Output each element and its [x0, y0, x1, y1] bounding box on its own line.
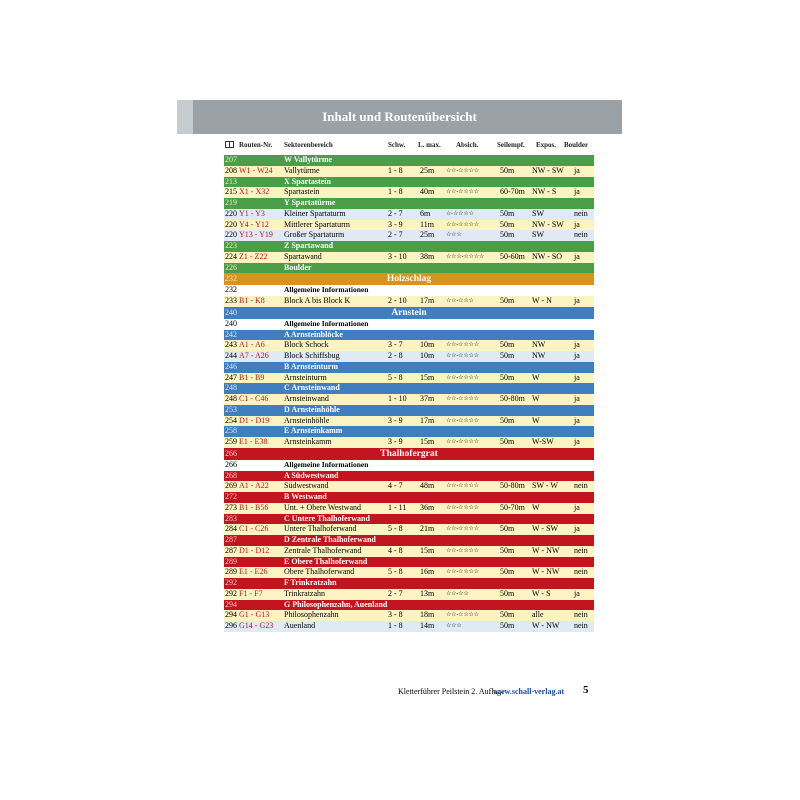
- exposure: NW - SO: [532, 251, 563, 261]
- difficulty: 2 - 7: [388, 208, 403, 218]
- sector-name: Spartawand: [284, 251, 322, 261]
- info-label: Allgemeine Informationen: [284, 459, 369, 469]
- section-row: [224, 600, 594, 611]
- page-number-cell: 294: [225, 610, 237, 620]
- protection-rating: ☆☆-☆☆☆: [446, 298, 474, 304]
- route-range: F1 - F7: [239, 588, 263, 598]
- route-row: [224, 503, 594, 514]
- route-row: [224, 373, 594, 384]
- page-number-cell: 232: [225, 274, 237, 284]
- boulder-flag: ja: [574, 187, 580, 197]
- rope-length: 50m: [500, 524, 515, 534]
- table-header: [224, 135, 594, 155]
- page-number-cell: 283: [225, 513, 237, 523]
- max-length: 15m: [420, 545, 435, 555]
- section-title: E Obere Thalhoferwand: [284, 556, 368, 566]
- route-row: [224, 220, 594, 231]
- sector-name: Trinkratzahn: [284, 588, 326, 598]
- section-title: W Vallytürme: [284, 155, 333, 164]
- max-length: 13m: [420, 588, 435, 598]
- protection-rating: ☆☆-☆☆☆☆: [446, 396, 479, 402]
- section-title: A Südwestwand: [284, 470, 339, 480]
- rope-length: 50-70m: [500, 502, 525, 512]
- area-header-row: [224, 448, 594, 460]
- page-number-cell: 240: [225, 318, 237, 328]
- section-title: D Arnsteinhöhle: [284, 404, 340, 414]
- boulder-flag: ja: [574, 588, 580, 598]
- section-title: C Untere Thalhoferwand: [284, 513, 370, 523]
- section-title: X Spartastein: [284, 176, 331, 186]
- exposure: W: [532, 394, 540, 403]
- info-label: Allgemeine Informationen: [284, 318, 369, 328]
- area-title: Holzschlag: [386, 274, 432, 285]
- route-row: [224, 546, 594, 557]
- exposure: W-SW: [532, 437, 554, 446]
- protection-rating: ☆☆-☆☆: [446, 590, 469, 597]
- page-number-cell: 258: [225, 426, 237, 436]
- section-row: [224, 330, 594, 341]
- section-row: [224, 557, 594, 568]
- difficulty: 2 - 7: [388, 230, 403, 240]
- route-range: W1 - W24: [239, 165, 273, 175]
- max-length: 14m: [420, 621, 435, 630]
- page-number-cell: 248: [225, 383, 237, 393]
- page-number-cell: 294: [225, 599, 237, 609]
- max-length: 10m: [420, 351, 435, 360]
- route-row: [224, 567, 594, 578]
- sector-name: Untere Thalhoferwand: [284, 524, 357, 534]
- page-number-cell: 224: [225, 251, 237, 261]
- section-row: [224, 198, 594, 209]
- footer-text: Kletterführer Peilstein 2. Auflage: [398, 687, 505, 696]
- route-range: G1 - G13: [239, 610, 270, 620]
- boulder-flag: ja: [574, 394, 580, 403]
- sector-name: Vallytürme: [284, 165, 320, 175]
- max-length: 37m: [420, 394, 435, 403]
- route-row: [224, 296, 594, 307]
- section-row: [224, 578, 594, 589]
- route-row: [224, 621, 594, 632]
- sector-name: Philosophenzahn: [284, 610, 339, 620]
- max-length: 25m: [420, 165, 435, 175]
- max-length: 36m: [420, 502, 435, 512]
- section-row: [224, 241, 594, 252]
- exposure: NW - S: [532, 187, 557, 197]
- area-title: Thalhofergrat: [380, 448, 438, 459]
- rope-length: 50m: [500, 610, 515, 620]
- max-length: 11m: [420, 219, 434, 229]
- rope-length: 50m: [500, 230, 515, 240]
- sector-name: Mittlerer Spartaturm: [284, 219, 350, 229]
- max-length: 17m: [420, 296, 435, 305]
- rope-length: 50m: [500, 588, 515, 598]
- sector-name: Arnsteinhöhle: [284, 415, 330, 425]
- page-number: 5: [583, 684, 589, 696]
- page-number-cell: 244: [225, 351, 237, 360]
- page-number-cell: 220: [225, 219, 237, 229]
- boulder-flag: ja: [574, 219, 580, 229]
- header-difficulty: Schw.: [388, 141, 406, 149]
- rope-length: 50m: [500, 437, 515, 446]
- protection-rating: ☆-☆☆☆☆: [446, 210, 474, 217]
- rope-length: 50m: [500, 415, 515, 425]
- info-label: Allgemeine Informationen: [284, 285, 369, 295]
- route-range: B1 - B56: [239, 502, 269, 512]
- difficulty: 3 - 10: [388, 251, 407, 261]
- route-range: D1 - D12: [239, 545, 270, 555]
- rope-length: 50-80m: [500, 394, 525, 403]
- max-length: 38m: [420, 251, 435, 261]
- exposure: NW: [532, 351, 546, 360]
- page-number-cell: 220: [225, 230, 237, 240]
- max-length: 16m: [420, 567, 435, 577]
- page-number-cell: 253: [225, 404, 237, 414]
- page-number-cell: 266: [225, 448, 237, 458]
- rope-length: 50m: [500, 296, 515, 305]
- sector-name: Kleiner Spartaturm: [284, 208, 346, 218]
- protection-rating: ☆☆-☆☆☆☆: [446, 353, 479, 359]
- page-title: Inhalt und Routenübersicht: [322, 109, 477, 124]
- page-number-cell: 273: [225, 502, 237, 512]
- sector-name: Südwestwand: [284, 481, 329, 491]
- boulder-flag: ja: [574, 165, 580, 175]
- protection-rating: ☆☆-☆☆☆☆: [446, 547, 479, 554]
- page-number-cell: 220: [225, 208, 237, 218]
- header-protection: Absich.: [456, 141, 479, 149]
- protection-rating: ☆☆-☆☆☆☆: [446, 612, 479, 619]
- page-number-cell: 213: [225, 176, 237, 186]
- section-title: G Philosophenzahn, Auenland: [284, 599, 388, 609]
- route-range: C1 - C26: [239, 524, 269, 534]
- difficulty: 2 - 8: [388, 351, 403, 360]
- route-range: Y4 - Y12: [239, 219, 269, 229]
- rope-length: 50m: [500, 165, 515, 175]
- section-title: F Trinkratzahn: [284, 578, 337, 587]
- rope-length: 50m: [500, 351, 515, 360]
- sector-name: Arnsteinwand: [284, 394, 329, 403]
- page-number-cell: 246: [225, 361, 237, 371]
- sector-name: Großer Spartaturm: [284, 230, 345, 240]
- page-number-cell: 266: [225, 459, 237, 469]
- route-range: A1 - A6: [239, 340, 265, 350]
- page-number-cell: 248: [225, 394, 237, 403]
- protection-rating: ☆☆-☆☆☆☆: [446, 417, 479, 424]
- page-number-cell: 287: [225, 545, 237, 555]
- route-row: [224, 340, 594, 351]
- exposure: SW: [532, 208, 544, 218]
- section-row: [224, 263, 594, 274]
- rope-length: 50-80m: [500, 481, 525, 491]
- page-number-cell: 233: [225, 296, 237, 305]
- difficulty: 4 - 7: [388, 481, 403, 491]
- difficulty: 1 - 8: [388, 621, 403, 630]
- max-length: 15m: [420, 437, 435, 446]
- exposure: W: [532, 372, 540, 382]
- protection-rating: ☆☆-☆☆☆☆: [446, 221, 479, 228]
- max-length: 6m: [420, 208, 431, 218]
- max-length: 40m: [420, 187, 435, 197]
- route-range: B1 - K8: [239, 296, 265, 305]
- protection-rating: ☆☆-☆☆☆☆: [446, 374, 479, 381]
- route-row: [224, 589, 594, 600]
- boulder-flag: nein: [574, 230, 588, 240]
- route-table: [224, 135, 594, 632]
- section-row: [224, 383, 594, 394]
- exposure: W - S: [532, 588, 551, 598]
- page-number-cell: 284: [225, 524, 237, 534]
- boulder-flag: ja: [574, 372, 580, 382]
- page-number-cell: 223: [225, 241, 237, 250]
- route-range: E1 - E26: [239, 567, 268, 577]
- sector-name: Arnsteinkamm: [284, 437, 332, 446]
- route-range: E1 - E38: [239, 437, 268, 446]
- sector-name: Auenland: [284, 621, 316, 630]
- difficulty: 1 - 8: [388, 165, 403, 175]
- difficulty: 1 - 8: [388, 187, 403, 197]
- info-row: [224, 319, 594, 330]
- difficulty: 3 - 9: [388, 219, 403, 229]
- difficulty: 1 - 11: [388, 502, 407, 512]
- boulder-flag: ja: [574, 340, 580, 350]
- section-title: Boulder: [284, 262, 312, 272]
- route-row: [224, 252, 594, 263]
- info-row: [224, 285, 594, 296]
- section-row: [224, 405, 594, 416]
- max-length: 17m: [420, 415, 435, 425]
- page-number-cell: 226: [225, 262, 237, 272]
- sector-name: Block Schiffsbug: [284, 351, 340, 360]
- page-number-cell: 207: [225, 155, 237, 164]
- rope-length: 60-70m: [500, 187, 525, 197]
- difficulty: 3 - 7: [388, 340, 403, 350]
- exposure: W - N: [532, 296, 552, 305]
- route-row: [224, 416, 594, 427]
- section-row: [224, 492, 594, 503]
- page-number-cell: 232: [225, 285, 237, 295]
- page-number-cell: 208: [225, 165, 237, 175]
- route-row: [224, 209, 594, 220]
- section-row: [224, 514, 594, 525]
- page-number-cell: 272: [225, 492, 237, 501]
- exposure: W: [532, 415, 540, 425]
- sector-name: Arnsteinturm: [284, 372, 327, 382]
- exposure: W - NW: [532, 545, 560, 555]
- difficulty: 1 - 10: [388, 394, 407, 403]
- page-number-cell: 215: [225, 187, 237, 197]
- route-range: Y13 - Y19: [239, 230, 273, 240]
- sector-name: Block Schock: [284, 340, 329, 350]
- boulder-flag: nein: [574, 610, 588, 620]
- boulder-flag: ja: [574, 251, 580, 261]
- section-title: Y Spartatürme: [284, 198, 336, 207]
- route-row: [224, 481, 594, 492]
- boulder-flag: ja: [574, 296, 580, 305]
- sector-name: Zentrale Thalhoferwand: [284, 545, 362, 555]
- exposure: W - NW: [532, 567, 560, 577]
- section-title: D Zentrale Thalhoferwand: [284, 535, 376, 544]
- page-number-cell: 289: [225, 567, 237, 577]
- boulder-flag: ja: [574, 351, 580, 360]
- protection-rating: ☆☆-☆☆☆☆: [446, 189, 479, 196]
- route-range: C1 - C46: [239, 394, 269, 403]
- section-title: C Arnsteinwand: [284, 383, 340, 393]
- exposure: NW - SW: [532, 165, 564, 175]
- header-boulder: Boulder: [564, 141, 589, 149]
- route-row: [224, 187, 594, 198]
- boulder-flag: ja: [574, 437, 580, 446]
- rope-length: 50m: [500, 208, 515, 218]
- max-length: 10m: [420, 340, 435, 350]
- sector-name: Spartastein: [284, 187, 320, 197]
- area-header-row: [224, 273, 594, 285]
- difficulty: 3 - 9: [388, 437, 403, 446]
- route-range: A1 - A22: [239, 481, 269, 491]
- page-number-cell: 247: [225, 372, 237, 382]
- book-icon: [225, 141, 234, 148]
- protection-rating: ☆☆-☆☆☆☆: [446, 569, 479, 576]
- section-row: [224, 471, 594, 482]
- sector-name: Unt. + Obere Westwand: [284, 502, 362, 512]
- protection-rating: ☆☆☆-☆☆☆☆: [446, 253, 485, 260]
- boulder-flag: nein: [574, 481, 588, 491]
- boulder-flag: ja: [574, 524, 580, 534]
- section-row: [224, 155, 594, 166]
- rope-length: 50m: [500, 372, 515, 382]
- route-row: [224, 166, 594, 177]
- section-title: A Arnsteinblöcke: [284, 329, 343, 339]
- max-length: 48m: [420, 481, 435, 491]
- protection-rating: ☆☆-☆☆☆☆: [446, 439, 479, 445]
- exposure: NW - SW: [532, 219, 564, 229]
- max-length: 15m: [420, 372, 435, 382]
- header-route-nr: Routen-Nr.: [239, 141, 273, 149]
- difficulty: 5 - 8: [388, 567, 403, 577]
- exposure: W - SW: [532, 524, 559, 534]
- page-number-cell: 287: [225, 535, 237, 544]
- page-number-cell: 292: [225, 578, 237, 587]
- section-row: [224, 362, 594, 373]
- difficulty: 5 - 8: [388, 524, 403, 534]
- header-rope: Seilempf.: [497, 141, 525, 149]
- boulder-flag: ja: [574, 502, 580, 512]
- area-header-row: [224, 307, 594, 319]
- section-title: E Arnsteinkamm: [284, 426, 343, 436]
- rope-length: 50m: [500, 219, 515, 229]
- section-row: [224, 177, 594, 188]
- page-number-cell: 269: [225, 481, 237, 491]
- publisher-link[interactable]: www.schall-verlag.at: [493, 687, 565, 696]
- boulder-flag: nein: [574, 621, 588, 630]
- info-row: [224, 460, 594, 471]
- difficulty: 5 - 8: [388, 372, 403, 382]
- route-range: X1 - X32: [239, 187, 270, 197]
- header-length: L. max.: [418, 141, 441, 149]
- exposure: NW: [532, 340, 546, 350]
- page-number-cell: 240: [225, 307, 237, 317]
- route-range: G14 - G23: [239, 621, 274, 630]
- route-row: [224, 524, 594, 535]
- difficulty: 2 - 7: [388, 588, 403, 598]
- exposure: W - NW: [532, 621, 560, 630]
- page-number-cell: 243: [225, 340, 237, 350]
- route-row: [224, 230, 594, 241]
- rope-length: 50m: [500, 567, 515, 577]
- protection-rating: ☆☆-☆☆☆☆: [446, 526, 479, 533]
- page-number-cell: 296: [225, 621, 237, 630]
- route-row: [224, 437, 594, 448]
- route-row: [224, 610, 594, 621]
- exposure: SW - W: [532, 481, 558, 491]
- area-title: Arnstein: [391, 307, 427, 318]
- rope-length: 50m: [500, 621, 515, 630]
- route-range: B1 - B9: [239, 372, 265, 382]
- route-range: Z1 - Z22: [239, 251, 268, 261]
- section-row: [224, 535, 594, 546]
- table-body: [224, 155, 594, 632]
- page-number-cell: 242: [225, 329, 237, 339]
- page-number-cell: 289: [225, 556, 237, 566]
- route-range: A7 - A26: [239, 351, 269, 360]
- exposure: W: [532, 502, 540, 512]
- route-row: [224, 351, 594, 362]
- protection-rating: ☆☆-☆☆☆☆: [446, 483, 479, 490]
- route-range: D1 - D19: [239, 415, 270, 425]
- rope-length: 50m: [500, 340, 515, 350]
- page-number-cell: 268: [225, 470, 237, 480]
- page-number-cell: 292: [225, 588, 237, 598]
- difficulty: 2 - 10: [388, 296, 407, 305]
- page-number-cell: 254: [225, 415, 237, 425]
- rope-length: 50m: [500, 545, 515, 555]
- protection-rating: ☆☆-☆☆☆☆: [446, 342, 479, 349]
- route-row: [224, 394, 594, 405]
- protection-rating: ☆☆-☆☆☆☆: [446, 167, 479, 174]
- protection-rating: ☆☆☆: [446, 623, 462, 629]
- difficulty: 4 - 8: [388, 545, 403, 555]
- route-range: Y1 - Y3: [239, 208, 265, 218]
- boulder-flag: nein: [574, 208, 588, 218]
- sector-name: Obere Thalhoferwand: [284, 567, 355, 577]
- boulder-flag: ja: [574, 415, 580, 425]
- section-title: B Arnsteinturm: [284, 361, 338, 371]
- header-exposure: Expos.: [536, 141, 557, 149]
- difficulty: 3 - 8: [388, 610, 403, 620]
- exposure: SW: [532, 230, 544, 240]
- page-number-cell: 259: [225, 437, 237, 446]
- section-title: Z Spartawand: [284, 241, 334, 250]
- section-row: [224, 426, 594, 437]
- protection-rating: ☆☆☆: [446, 232, 462, 239]
- boulder-flag: nein: [574, 545, 588, 555]
- rope-length: 50-60m: [500, 251, 525, 261]
- page-number-cell: 219: [225, 198, 237, 207]
- max-length: 21m: [420, 524, 435, 534]
- max-length: 25m: [420, 230, 435, 240]
- difficulty: 3 - 9: [388, 415, 403, 425]
- protection-rating: ☆☆-☆☆☆☆: [446, 504, 479, 511]
- section-title: B Westwand: [284, 492, 327, 501]
- boulder-flag: nein: [574, 567, 588, 577]
- exposure: alle: [532, 610, 544, 620]
- header-sector: Sektorenbereich: [284, 141, 333, 149]
- max-length: 18m: [420, 610, 435, 620]
- sector-name: Block A bis Block K: [284, 296, 351, 305]
